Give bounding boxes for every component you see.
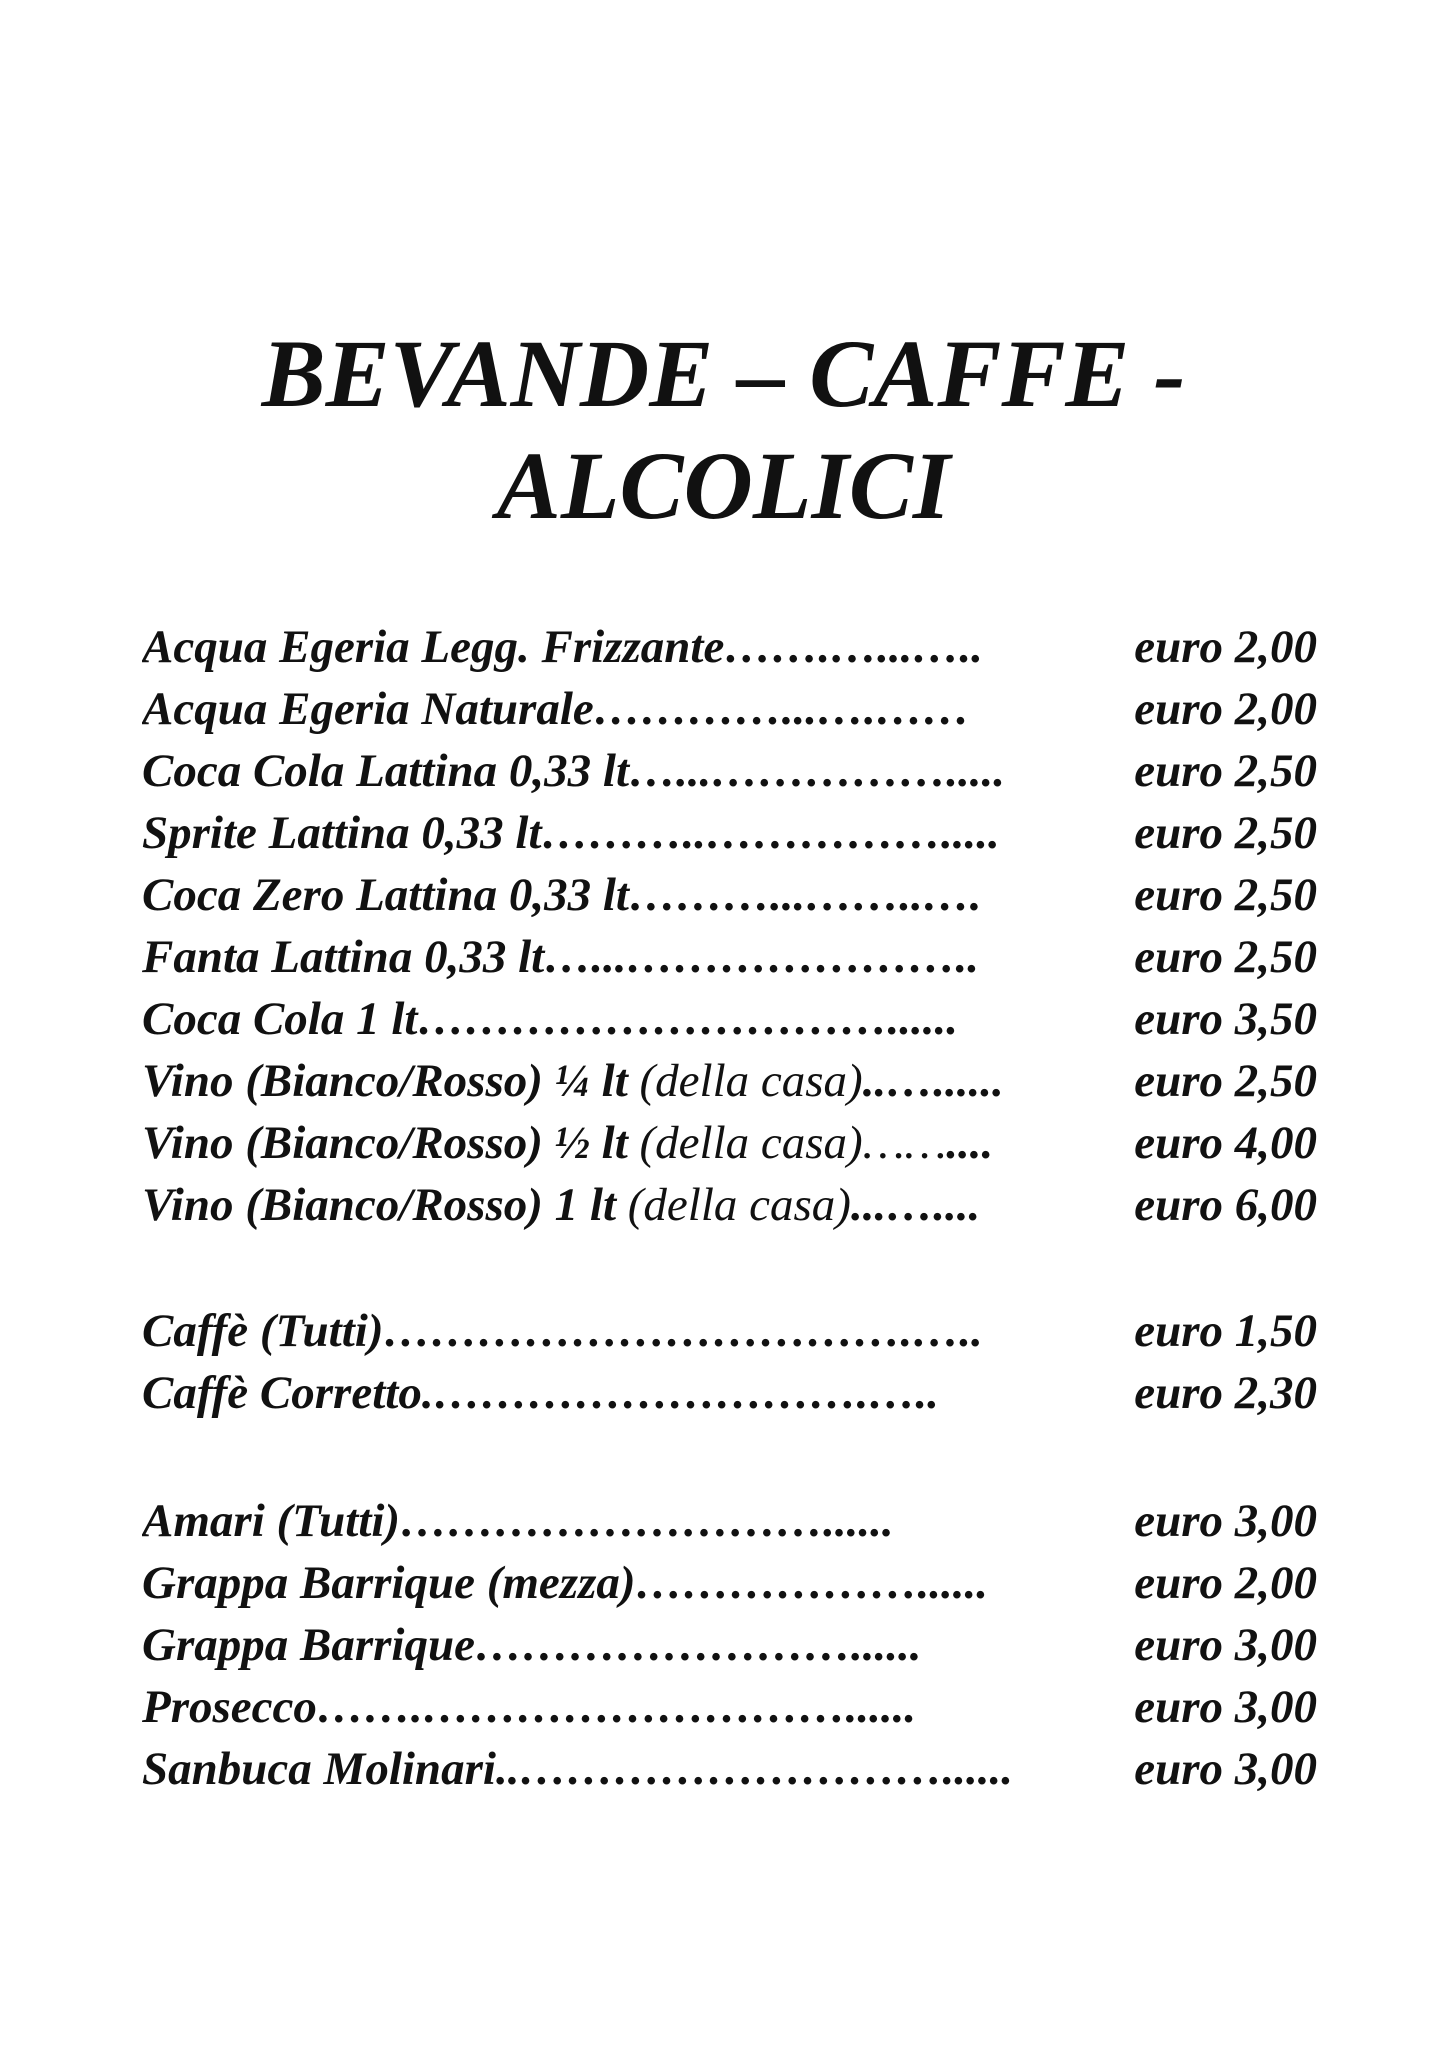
- menu-item-name: [142, 678, 594, 740]
- menu-item-name: [142, 1174, 851, 1236]
- menu-item-name-text: Coca Cola 1 lt: [142, 993, 418, 1045]
- menu-item: [142, 802, 1317, 864]
- menu-item-name-text: Prosecco: [142, 1681, 317, 1733]
- menu-item-price: euro 1,50: [1134, 1305, 1317, 1357]
- menu-item-price: euro 2,30: [1134, 1367, 1317, 1419]
- menu-item: [142, 1552, 1317, 1614]
- menu-item-leader-dots: …...…………………..: [544, 931, 979, 983]
- menu-item-note: (della casa): [627, 1055, 863, 1107]
- menu-item-name: [142, 926, 544, 988]
- menu-item: [142, 1614, 1317, 1676]
- menu-item-leader-dots: ....: [946, 1117, 994, 1169]
- menu-item-name: [142, 864, 629, 926]
- menu-item-name-text: Vino (Bianco/Rosso) ¼ lt: [142, 1055, 628, 1107]
- menu-item-name: [142, 1676, 317, 1738]
- menu-item-leader-dots: ………………......: [635, 1557, 989, 1609]
- menu-item-leader-dots: …………...….……: [593, 683, 970, 735]
- menu-item-price: euro 2,50: [1134, 931, 1317, 983]
- menu-item-price: euro 2,50: [1134, 1055, 1317, 1107]
- menu-item-leader-dots: ..…......: [862, 1055, 1004, 1107]
- menu-item: [142, 740, 1317, 802]
- menu-item-price: euro 2,50: [1134, 807, 1317, 859]
- menu-item-leader-dots: ………………………......: [400, 1495, 894, 1547]
- menu-item-leader-dots: …………………………….…..: [383, 1305, 983, 1357]
- menu-item: [142, 864, 1317, 926]
- menu-item-leader-dots: ...…....: [850, 1179, 981, 1231]
- menu-item-price: euro 3,00: [1134, 1495, 1317, 1547]
- menu-item-name: [142, 1490, 400, 1552]
- menu-item-leader-dots: ……………………......: [474, 1619, 922, 1671]
- menu-item-leader-dots: ………..…………….....: [541, 807, 1000, 859]
- menu-item: [142, 1112, 1317, 1174]
- menu-title-line-2: ALCOLICI: [496, 432, 951, 539]
- menu-item-price: euro 3,00: [1134, 1743, 1317, 1795]
- menu-item-name: [142, 1552, 636, 1614]
- menu-item-name: [142, 616, 724, 678]
- menu-item-name: [142, 1112, 946, 1174]
- menu-item-price: euro 2,00: [1134, 621, 1317, 673]
- menu-item-price: euro 3,00: [1134, 1619, 1317, 1671]
- menu-item-name-text: Vino (Bianco/Rosso) ½ lt: [142, 1117, 628, 1169]
- menu-item-name-text: Acqua Egeria Naturale: [142, 683, 594, 735]
- menu-item-leader-dots: …….………………………......: [316, 1681, 917, 1733]
- menu-item-name: [142, 1614, 475, 1676]
- menu-item-price: euro 3,00: [1134, 1681, 1317, 1733]
- menu-item: [142, 1362, 1317, 1424]
- menu-item-name: [142, 1362, 422, 1424]
- menu-item-name: [142, 988, 417, 1050]
- menu-item-leader-dots: .……………………….…..: [421, 1367, 939, 1419]
- menu-item-name-text: Sprite Lattina 0,33 lt: [142, 807, 542, 859]
- menu-item-price: euro 2,00: [1134, 1557, 1317, 1609]
- menu-item: [142, 1490, 1317, 1552]
- menu-item: [142, 1738, 1317, 1800]
- menu-item-name: [142, 1738, 496, 1800]
- menu-item-name-text: Amari (Tutti): [142, 1495, 401, 1547]
- menu-item-leader-dots: …...…………….....: [629, 745, 1006, 797]
- menu-item-price: euro 6,00: [1134, 1179, 1317, 1231]
- menu-item-leader-dots: ..………………………......: [495, 1743, 1013, 1795]
- menu-item-leader-dots: …….…...…..: [724, 621, 983, 673]
- menu-item-name-text: Coca Cola Lattina 0,33 lt: [142, 745, 630, 797]
- menu-item-name-text: Caffè (Tutti): [142, 1305, 384, 1357]
- menu-item-price: euro 2,00: [1134, 683, 1317, 735]
- menu-item-name-text: Acqua Egeria Legg. Frizzante: [142, 621, 725, 673]
- menu-item-leader-dots: …………………………......: [417, 993, 958, 1045]
- menu-title-line-1: BEVANDE – CAFFE -: [261, 320, 1186, 427]
- menu-item-price: euro 2,50: [1134, 745, 1317, 797]
- section-alcolici: [142, 1490, 1317, 1800]
- menu-item-name-text: Coca Zero Lattina 0,33 lt: [142, 869, 629, 921]
- menu-item: [142, 616, 1317, 678]
- menu-item-name: [142, 1300, 384, 1362]
- menu-item-name-text: Grappa Barrique (mezza): [142, 1557, 636, 1609]
- menu-item: [142, 1300, 1317, 1362]
- menu-item-name-text: Sanbuca Molinari: [142, 1743, 496, 1795]
- menu-item-name: [142, 740, 629, 802]
- section-caffe: [142, 1300, 1317, 1424]
- menu-item-name-text: Vino (Bianco/Rosso) 1 lt: [142, 1179, 617, 1231]
- menu-item: [142, 678, 1317, 740]
- menu-item-price: euro 2,50: [1134, 869, 1317, 921]
- menu-item: [142, 926, 1317, 988]
- menu-item: [142, 1050, 1317, 1112]
- menu-item-note: (della casa)……: [627, 1117, 947, 1169]
- menu-item-name-text: Fanta Lattina 0,33 lt: [142, 931, 545, 983]
- menu-item-price: euro 4,00: [1134, 1117, 1317, 1169]
- section-bevande: [142, 616, 1317, 1236]
- menu-item-name: [142, 1050, 863, 1112]
- menu-item-price: euro 3,50: [1134, 993, 1317, 1045]
- menu-item-note: (della casa): [616, 1179, 851, 1231]
- menu-item-name-text: Grappa Barrique: [142, 1619, 475, 1671]
- menu-item-leader-dots: ………...……..….: [628, 869, 982, 921]
- menu-item-name: [142, 802, 542, 864]
- menu-item: [142, 1676, 1317, 1738]
- menu-item: [142, 988, 1317, 1050]
- menu-item: [142, 1174, 1317, 1236]
- menu-item-name-text: Caffè Corretto: [142, 1367, 422, 1419]
